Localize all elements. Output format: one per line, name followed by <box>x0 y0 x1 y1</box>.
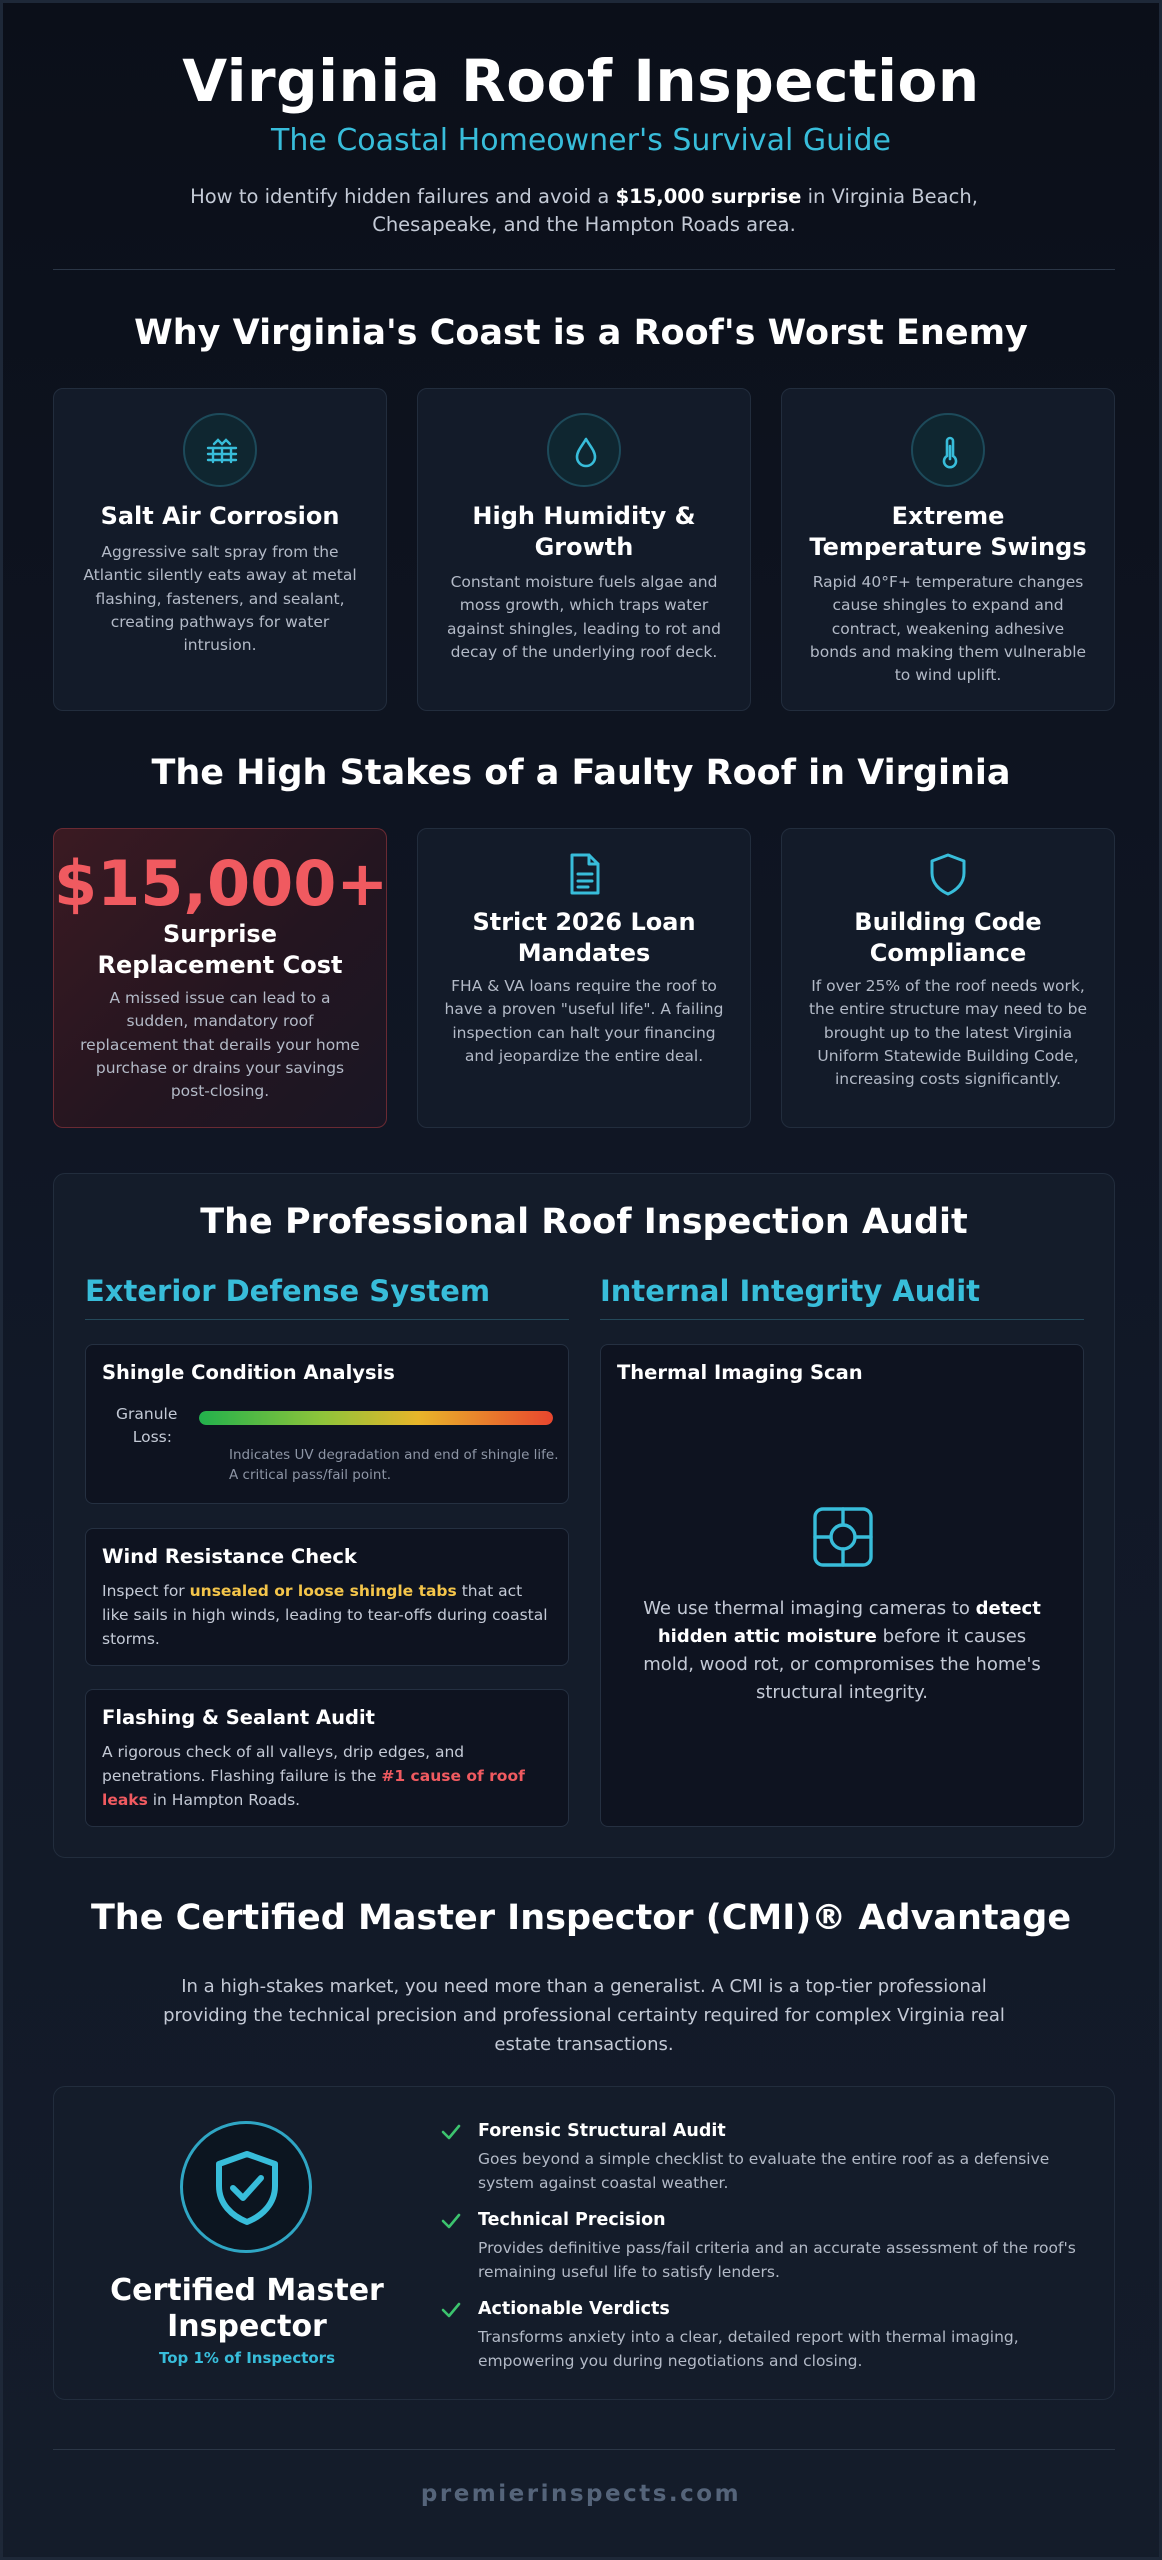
thermal-box <box>600 1344 1084 1827</box>
water-drop-icon <box>547 413 621 487</box>
granule-note: Indicates UV degradation and end of shingle life. A critical pass/fail point. <box>229 1447 559 1484</box>
feature-item <box>440 2299 1090 2369</box>
loan-title: Strict 2026 Loan Mandates <box>472 908 696 968</box>
cmi-intro: In a high-stakes market, you need more than a generalist. A CMI is a top-tier professional providing the technical precision and professional certainty required for complex Virginia real estate transactions. <box>163 1976 1005 2055</box>
threat-text: Aggressive salt spray from the Atlantic silently eats away at metal flashing, fasteners, and sealant, creating pathways for water intrusion. <box>83 543 357 654</box>
flashing-text: A rigorous check of all valleys, drip edges, and penetrations. Flashing failure is the #1 cause of roof leaks in Hampton Roads. <box>102 1743 525 1810</box>
footer-divider <box>53 2449 1115 2450</box>
thermal-target-icon <box>811 1505 875 1573</box>
threat-title: Extreme Temperature Swings <box>809 502 1087 562</box>
wind-title: Wind Resistance Check <box>102 1545 357 1568</box>
cost-text: A missed issue can lead to a sudden, mandatory roof replacement that derails your home purchase or drains your savings post-closing. <box>80 989 360 1100</box>
code-title: Building Code Compliance <box>854 908 1042 968</box>
feature-text: Provides definitive pass/fail criteria and an accurate assessment of the roof's remaining useful life to satisfy lenders. <box>478 2239 1076 2282</box>
page-title: Virginia Roof Inspection <box>182 47 980 115</box>
page-subtitle: The Coastal Homeowner's Survival Guide <box>271 123 891 158</box>
threat-card-salt <box>53 388 387 711</box>
audit-heading: The Professional Roof Inspection Audit <box>200 1202 968 1242</box>
feature-text: Transforms anxiety into a clear, detailed report with thermal imaging, empowering you during negotiations and closing. <box>478 2328 1019 2371</box>
feature-item <box>440 2210 1090 2280</box>
feature-text: Goes beyond a simple checklist to evaluate the entire roof as a defensive system against coastal weather. <box>478 2150 1050 2193</box>
threat-title: Salt Air Corrosion <box>100 502 340 530</box>
exterior-rule <box>85 1319 569 1320</box>
thermal-title: Thermal Imaging Scan <box>617 1361 863 1384</box>
code-text: If over 25% of the roof needs work, the entire structure may need to be brought up to the latest Virginia Uniform Statewide Building Code, increasing costs significantly. <box>808 977 1088 1088</box>
flashing-box <box>85 1689 569 1827</box>
cost-value: $15,000+ <box>54 847 389 920</box>
header-divider <box>53 269 1115 270</box>
stakes-heading: The High Stakes of a Faulty Roof in Virginia <box>151 753 1011 793</box>
cmi-heading: The Certified Master Inspector (CMI)® Advantage <box>90 1898 1072 1938</box>
footer-site[interactable]: premierinspects.com <box>420 2481 742 2507</box>
shield-icon <box>926 851 970 901</box>
granule-label: Granule Loss: <box>116 1405 178 1447</box>
shield-check-icon <box>180 2121 312 2253</box>
granule-gauge-fill <box>199 1411 553 1425</box>
audit-panel <box>53 1173 1115 1858</box>
feature-title: Actionable Verdicts <box>478 2299 670 2319</box>
feature-title: Technical Precision <box>478 2210 666 2230</box>
loan-text: FHA & VA loans require the roof to have a proven "useful life". A failing inspection can halt your financing and jeopardize the entire deal. <box>444 977 724 1065</box>
wind-text: Inspect for unsealed or loose shingle tabs that act like sails in high winds, leading to tear-offs during coastal storms. <box>102 1582 548 1649</box>
thermal-text: We use thermal imaging cameras to detect hidden attic moisture before it causes mold, wood rot, or compromises the home's structural integrity. <box>643 1598 1041 1703</box>
exterior-heading: Exterior Defense System <box>85 1274 491 1308</box>
feature-title: Forensic Structural Audit <box>478 2121 726 2141</box>
check-icon <box>440 2123 462 2141</box>
stakes-card-cost <box>53 828 387 1128</box>
shingle-title: Shingle Condition Analysis <box>102 1361 395 1384</box>
check-icon <box>440 2212 462 2230</box>
stakes-card-code <box>781 828 1115 1128</box>
threat-text: Rapid 40°F+ temperature changes cause shingles to expand and contract, weakening adhesive bonds and making them vulnerable to wind uplift. <box>809 573 1087 684</box>
salt-corrosion-icon <box>183 413 257 487</box>
internal-heading: Internal Integrity Audit <box>600 1274 981 1308</box>
granule-gauge <box>199 1411 553 1425</box>
shingle-box <box>85 1344 569 1504</box>
internal-rule <box>600 1319 1084 1320</box>
feature-item <box>440 2121 1090 2191</box>
threat-card-temperature <box>781 388 1115 711</box>
threats-heading: Why Virginia's Coast is a Roof's Worst Enemy <box>134 313 1028 353</box>
stakes-card-loan <box>417 828 751 1128</box>
cmi-name: Certified Master Inspector <box>110 2273 384 2344</box>
cmi-tagline: Top 1% of Inspectors <box>158 2349 336 2367</box>
threat-title: High Humidity & Growth <box>472 502 696 562</box>
document-icon <box>562 851 606 901</box>
cost-title: Surprise Replacement Cost <box>97 920 343 980</box>
cmi-panel <box>53 2086 1115 2400</box>
threat-card-humidity <box>417 388 751 711</box>
wind-box <box>85 1528 569 1666</box>
threat-text: Constant moisture fuels algae and moss growth, which traps water against shingles, leading to rot and decay of the underlying roof deck. <box>447 573 721 661</box>
intro-text: How to identify hidden failures and avoid a $15,000 surprise in Virginia Beach, Chesapeake, and the Hampton Roads area. <box>190 185 978 237</box>
flashing-title: Flashing & Sealant Audit <box>102 1706 375 1729</box>
thermometer-icon <box>911 413 985 487</box>
check-icon <box>440 2301 462 2319</box>
